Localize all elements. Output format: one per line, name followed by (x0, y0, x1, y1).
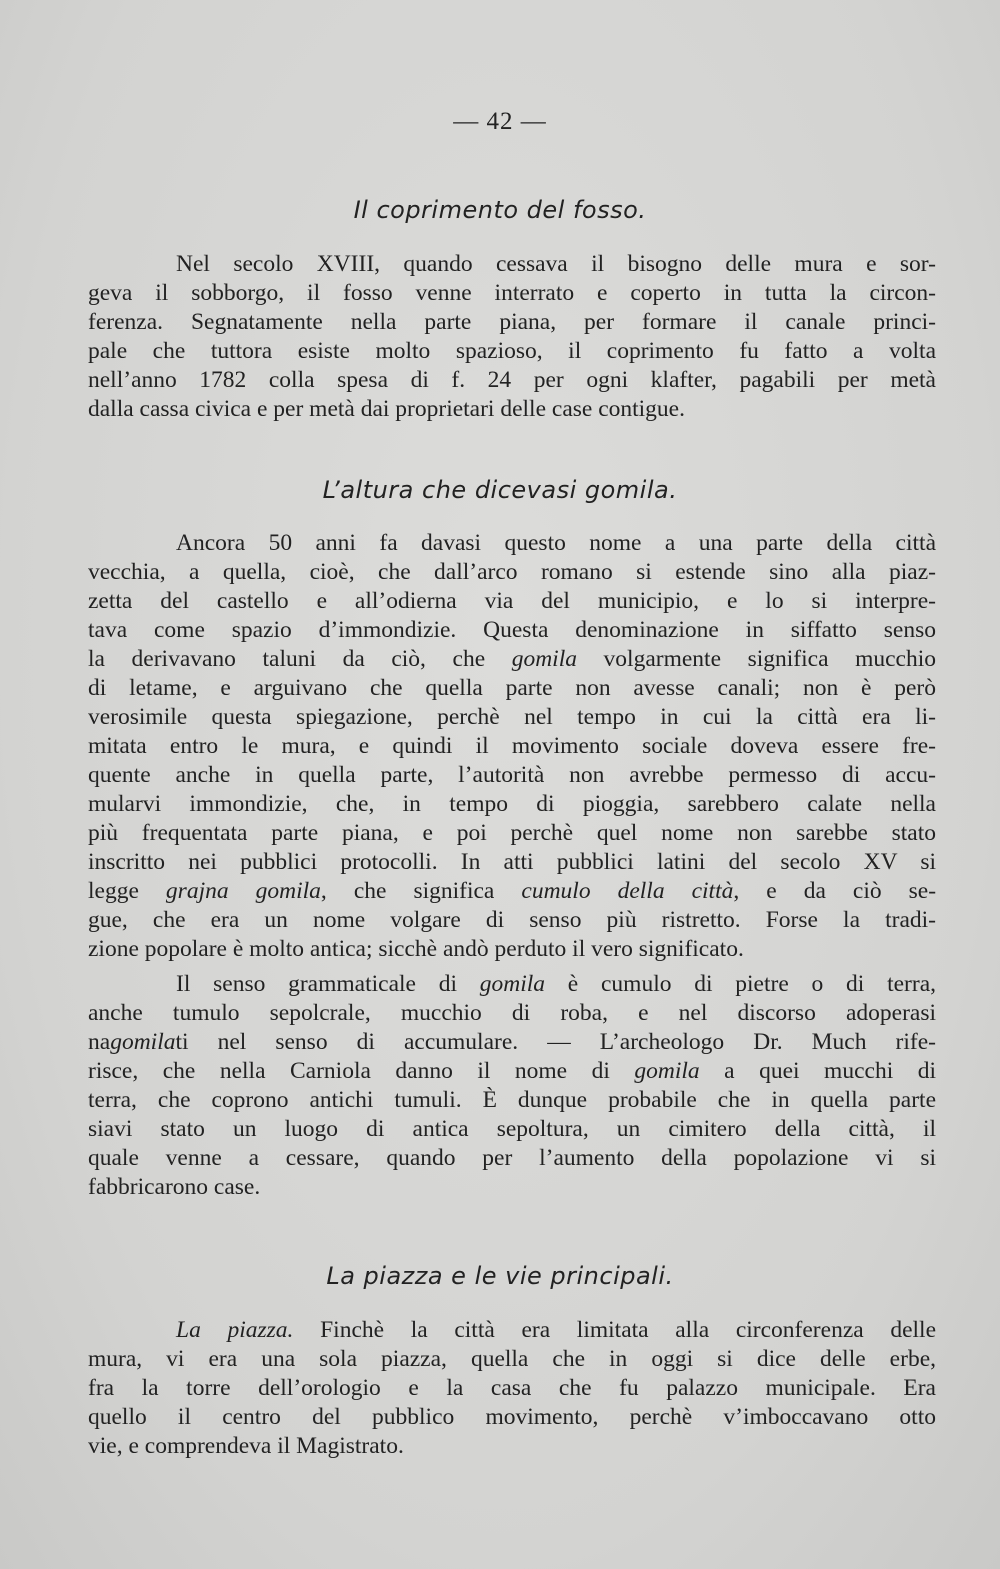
text-line: anche tumulo sepolcrale, mucchio di roba, e nel discorso adoperasi (88, 1000, 936, 1026)
text-line: fabbricarono case. (88, 1174, 261, 1200)
text-line: verosimile questa spiegazione, perchè nel tempo in cui la città era li- (88, 704, 936, 730)
text-line: tava come spazio d’immondizie. Questa denominazione in siffatto senso (88, 617, 936, 643)
text-line: zetta del castello e all’odierna via del municipio, e lo si interpre- (88, 588, 936, 614)
text-line: inscritto nei pubblici protocolli. In atti pubblici latini del secolo XV si (88, 849, 936, 875)
text-line: più frequentata parte piana, e poi perchè quel nome non sarebbe stato (88, 820, 936, 846)
text-line: Nel secolo XVIII, quando cessava il bisogno delle mura e sor- (176, 251, 936, 277)
text-line: fra la torre dell’orologio e la casa che fu palazzo municipale. Era (88, 1375, 936, 1401)
text-line: vie, e comprendeva il Magistrato. (88, 1433, 404, 1459)
text-line: legge grajna gomila, che significa cumulo della città, e da ciò se- (88, 878, 937, 904)
text-line: La piazza. Finchè la città era limitata alla circonferenza delle (176, 1317, 937, 1343)
text-line: ferenza. Segnatamente nella parte piana, per formare il canale princi- (88, 309, 936, 335)
text-line: risce, che nella Carniola danno il nome di gomila a quei mucchi di (88, 1058, 936, 1084)
text-line: Il senso grammaticale di gomila è cumulo di pietre o di terra, (176, 971, 936, 997)
section-title: Il coprimento del fosso. (353, 196, 647, 224)
text-line: mularvi immondizie, che, in tempo di pioggia, sarebbero calate nella (88, 791, 936, 817)
section-title: L’altura che dicevasi gomila. (322, 476, 678, 504)
text-line: gue, che era un nome volgare di senso più ristretto. Forse la tradi- (88, 907, 936, 933)
text-line: di letame, e arguivano che quella parte non avesse canali; non è però (88, 675, 936, 701)
text-line: vecchia, a quella, cioè, che dall’arco romano si estende sino alla piaz- (88, 559, 936, 585)
text-line: nagomilati nel senso di accumulare. — L’archeologo Dr. Much rife- (88, 1029, 936, 1055)
text-line: quente anche in quella parte, l’autorità non avrebbe permesso di accu- (88, 762, 936, 788)
page-number: — 42 — (453, 108, 547, 135)
section-title: La piazza e le vie principali. (326, 1262, 674, 1290)
text-line: dalla cassa civica e per metà dai proprietari delle case contigue. (88, 396, 685, 422)
text-line: Ancora 50 anni fa davasi questo nome a una parte della città (176, 530, 936, 556)
text-line: pale che tuttora esiste molto spazioso, il coprimento fu fatto a volta (88, 338, 936, 364)
text-line: geva il sobborgo, il fosso venne interrato e coperto in tutta la circon- (88, 280, 936, 306)
text-line (88, 645, 936, 673)
text-line-part: la derivavano taluni da ciò, che gomila volgarmente significa mucchio (88, 646, 937, 672)
text-line: terra, che coprono antichi tumuli. È dunque probabile che in quella parte (88, 1087, 936, 1113)
text-line: mitata entro le mura, e quindi il movimento sociale doveva essere fre- (88, 733, 936, 759)
text-line: quello il centro del pubblico movimento, perchè v’imboccavano otto (88, 1404, 936, 1430)
text-line: quale venne a cessare, quando per l’aumento della popolazione vi si (88, 1145, 936, 1171)
text-line: zione popolare è molto antica; sicchè andò perduto il vero significato. (88, 936, 744, 962)
text-line: nell’anno 1782 colla spesa di f. 24 per ogni klafter, pagabili per metà (88, 367, 936, 393)
text-line: mura, vi era una sola piazza, quella che in oggi si dice delle erbe, (88, 1346, 936, 1372)
text-line: siavi stato un luogo di antica sepoltura, un cimitero della città, il (88, 1116, 936, 1142)
